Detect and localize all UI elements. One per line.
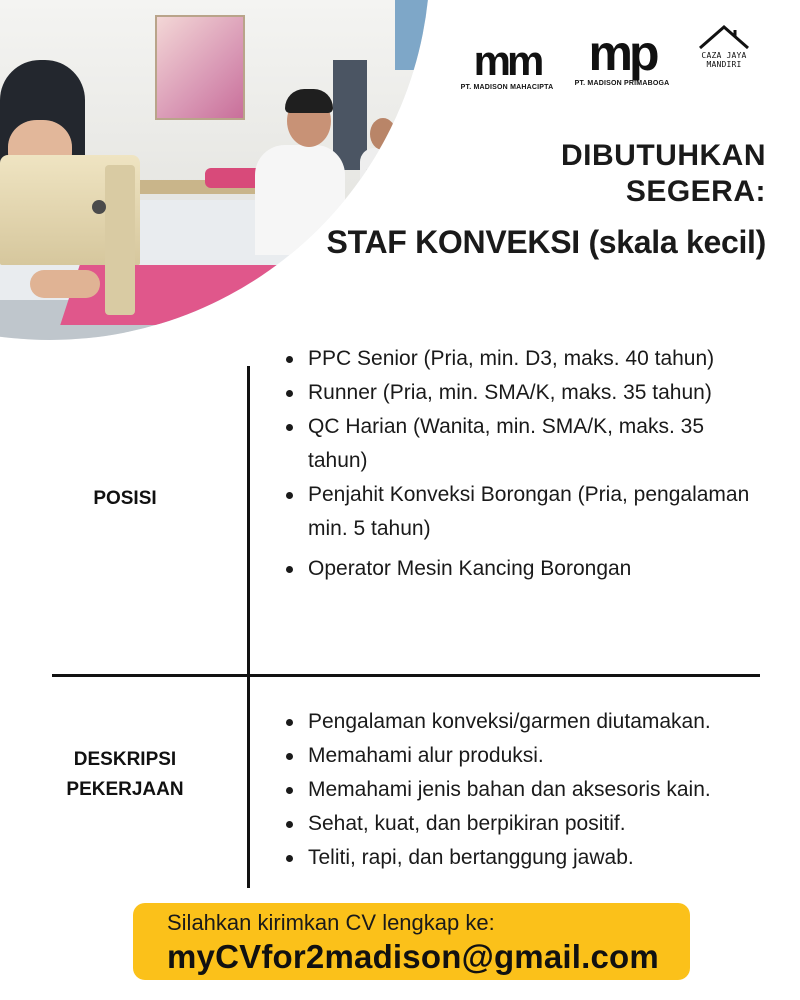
horizontal-divider — [52, 674, 760, 677]
job-description-list — [280, 705, 790, 875]
logo-mark: mp — [588, 25, 656, 81]
cta-banner — [133, 903, 690, 980]
list-item: Memahami alur produksi. — [280, 739, 790, 773]
vertical-divider — [247, 366, 250, 888]
list-item: PPC Senior (Pria, min. D3, maks. 40 tahun) — [280, 342, 750, 376]
email-address[interactable]: myCVfor2madison@gmail.com — [167, 938, 659, 975]
job-title: STAF KONVEKSI (skala kecil) — [326, 224, 766, 260]
logo-caption: PT. MADISON PRIMABOGA — [574, 80, 670, 87]
wall-poster — [155, 15, 245, 120]
headline — [327, 138, 766, 262]
logo-madison-mahacipta — [452, 37, 562, 91]
posisi-label: POSISI — [93, 488, 157, 509]
logo-mark: mm — [473, 37, 541, 84]
list-item: Penjahit Konveksi Borongan (Pria, pengalaman min. 5 tahun) — [280, 478, 750, 546]
logo-caption: CAZA JAYA MANDIRI — [701, 51, 747, 69]
list-item: Memahami jenis bahan dan aksesoris kain. — [280, 773, 790, 807]
list-item: Operator Mesin Kancing Borongan — [280, 552, 750, 586]
positions-list — [280, 342, 750, 586]
logo-caza-jaya-mandiri — [694, 24, 754, 70]
list-item: Pengalaman konveksi/garmen diutamakan. — [280, 705, 790, 739]
list-item: Runner (Pria, min. SMA/K, maks. 35 tahun) — [280, 376, 750, 410]
list-item: Sehat, kuat, dan berpikiran positif. — [280, 807, 790, 841]
sewing-machine — [0, 155, 140, 265]
cta-text: Silahkan kirimkan CV lengkap ke: — [167, 910, 495, 935]
list-item: Teliti, rapi, dan bertanggung jawab. — [280, 841, 790, 875]
logo-caption: PT. MADISON MAHACIPTA — [460, 84, 554, 91]
headline-line-2: SEGERA: — [625, 175, 766, 208]
house-icon — [697, 24, 751, 50]
deskripsi-label: DESKRIPSI PEKERJAAN — [66, 749, 184, 800]
list-item: QC Harian (Wanita, min. SMA/K, maks. 35 tahun) — [280, 410, 750, 478]
headline-line-1: DIBUTUHKAN — [561, 139, 766, 172]
logo-madison-primaboga — [572, 25, 672, 87]
